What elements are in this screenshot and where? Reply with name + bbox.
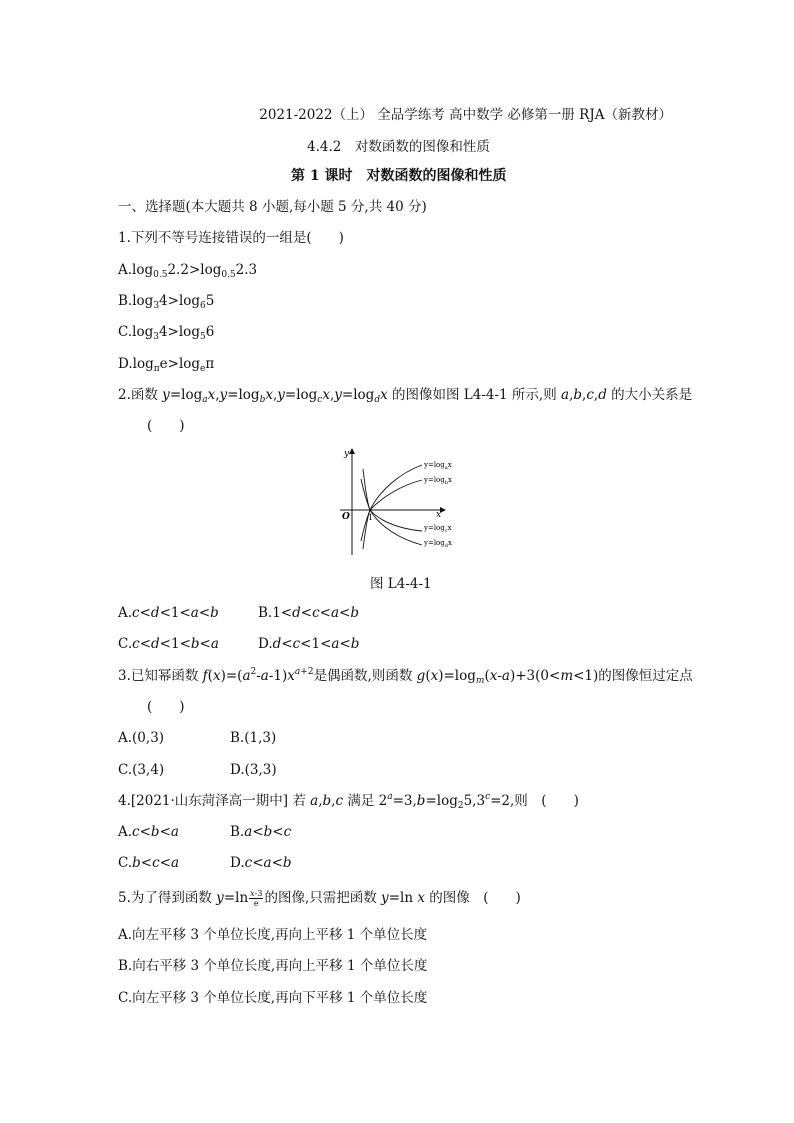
question-2-option-c: C.c<d<1<b<a xyxy=(118,636,219,652)
question-3-paren: ( ) xyxy=(147,699,185,715)
curve-label-d: $y=\log_dx$ xyxy=(424,539,452,549)
question-3-option-b: B.(1,3) xyxy=(230,730,277,746)
question-5-stem: 5.为了得到函数 y=ln $\frac{x-3}{e}$ 的图像,只需把函数 y=ln x 的图像 ( ) xyxy=(118,889,521,908)
question-1-option-b: $B.\log_34>\log_65$ xyxy=(118,293,215,311)
question-2-option-b: B.1<d<c<a<b xyxy=(258,605,359,621)
question-4-option-d: D.c<a<b xyxy=(230,855,292,871)
one-label: 1 xyxy=(368,513,374,522)
y-axis-label: y xyxy=(344,449,350,459)
question-2-option-d: D.d<c<1<a<b xyxy=(258,636,360,652)
section-title: 4.4.2 对数函数的图像和性质 xyxy=(307,139,490,155)
question-3-option-d: D.(3,3) xyxy=(230,762,277,778)
question-3-option-a: A.(0,3) xyxy=(118,730,165,746)
question-5-option-b: B.向右平移 3 个单位长度,再向上平移 1 个单位长度 xyxy=(118,958,428,974)
question-5-option-a: A.向左平移 3 个单位长度,再向上平移 1 个单位长度 xyxy=(118,927,428,943)
origin-label: O xyxy=(342,512,350,522)
curve-label-a: $y=\log_ax$ xyxy=(424,461,452,471)
curve-c xyxy=(361,479,422,531)
curve-a xyxy=(363,465,422,549)
question-2-option-a: A.c<d<1<a<b xyxy=(118,605,219,621)
x-axis-label: x xyxy=(436,510,442,520)
question-2-paren: ( ) xyxy=(147,418,185,434)
question-4-option-b: B.a<b<c xyxy=(230,824,292,840)
part-heading: 一、选择题(本大题共 8 小题,每小题 5 分,共 40 分) xyxy=(118,199,427,215)
question-4-stem: 4.[2021·山东菏泽高一期中] 若 a,b,c 满足 $2^a=3,b=\log_25,3^c=2$,则 ( ) xyxy=(118,792,579,811)
page-header: 2021-2022（上） 全品学练考 高中数学 必修第一册 RJA（新教材） xyxy=(259,107,672,123)
figure-caption: 图 L4-4-1 xyxy=(370,576,432,592)
curve-label-c: $y=\log_cx$ xyxy=(424,524,452,534)
question-3-option-c: C.(3,4) xyxy=(118,762,165,778)
question-4-option-c: C.b<c<a xyxy=(118,855,180,871)
question-1-option-a: $A.\log_{0.5}2.2>\log_{0.5}2.3$ xyxy=(118,262,258,280)
question-2-stem: 2.函数 $y=\log_ax,y=\log_bx,y=\log_cx,y=\log_dx$ 的图像如图 L4-4-1 所示,则 a,b,c,d 的大小关系是 xyxy=(118,387,693,405)
question-1-option-d: $D.\log_\pi e>\log_e\pi$ xyxy=(118,356,215,374)
question-1-option-c: $C.\log_34>\log_56$ xyxy=(118,324,215,342)
question-1-stem: 1.下列不等号连接错误的一组是( ) xyxy=(118,230,344,246)
question-4-option-a: A.c<b<a xyxy=(118,824,179,840)
question-3-stem: 3.已知幂函数 $f(x)=(a^2-a-1)x^{a+2}$是偶函数,则函数 $g(x)=\log_m(x-a)+3(0<m<1)$的图像恒过定点 xyxy=(118,667,693,686)
lesson-title: 第 1 课时 对数函数的图像和性质 xyxy=(291,168,507,184)
log-curves-figure xyxy=(330,445,480,560)
question-5-option-c: C.向左平移 3 个单位长度,再向下平移 1 个单位长度 xyxy=(118,990,428,1006)
curve-label-b: $y=\log_bx$ xyxy=(424,476,452,486)
